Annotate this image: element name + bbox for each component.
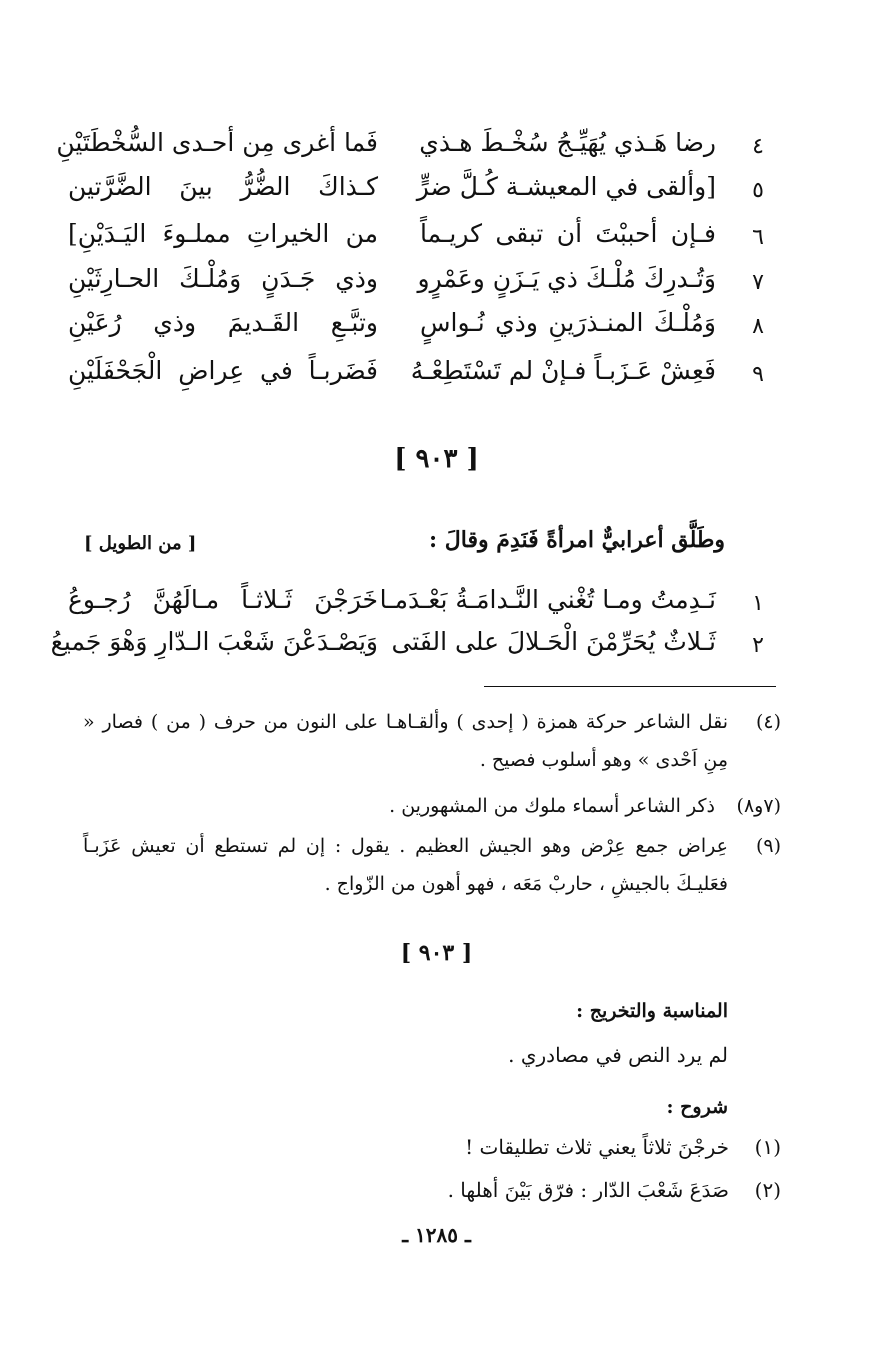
verse-number: ٥ <box>752 178 764 203</box>
footnote-text: نقل الشاعر حركة همزة ( إحدى ) وألقـاهـا على النون من حرف ( من ) فصار « مِنِ اَحْدى » وهو أسلوب فصيح . <box>83 711 728 771</box>
footnote-text: ذكر الشاعر أسماء ملوك من المشهورين . <box>389 795 715 817</box>
poem-verse <box>56 128 778 172</box>
poem-verse <box>68 308 778 352</box>
second-hemistich: خَرَجْنَ ثَـلاثـاً مـالَهُنَّ رُجـوعُ <box>68 585 378 614</box>
footnote-marker: (٧و٨) <box>736 795 781 817</box>
second-hemistich: وَيَصْـدَعْنَ شَعْبَ الـدّارِ وَهْوَ جَميعُ <box>50 627 378 656</box>
poem-introduction: وطَلَّق أعرابيٌّ امرأةً فَنَدِمَ وقالَ : <box>429 527 725 553</box>
first-hemistich: نَـدِمتُ ومـا تُغْني النَّـدامَـةُ بَعْـدَمـا <box>379 585 716 614</box>
poem-verse <box>50 627 778 671</box>
takhrij-text: لم يرد النص في مصادري . <box>508 1043 728 1067</box>
footnote <box>81 703 781 779</box>
poem-verse <box>68 219 778 263</box>
first-hemistich: [وألقى في المعيشـة كُـلَّ ضرٍّ <box>416 172 716 201</box>
poem-verse <box>68 585 778 629</box>
verse-number: ١ <box>752 591 764 616</box>
page-number: ـ ١٢٨٥ ـ <box>402 1223 471 1247</box>
first-hemistich: رضا هَـذي يُهَيِّـجُ سُخْـطَ هـذي <box>419 128 716 157</box>
poem-verse <box>68 172 778 216</box>
footnote-marker: (٤) <box>755 711 781 733</box>
first-hemistich: وَمُلْـكَ المنـذرَينِ وذي نُـواسٍ <box>420 308 716 337</box>
takhrij-label: المناسبة والتخريج : <box>576 1000 728 1022</box>
footnote-text: عِراض جمع عِرْض وهو الجيش العظيم . يقول : إن لم تستطع أن تعيش عَزَبـاً فعَليـكَ بالجيشِ ، حاربْ مَعَه ، فهو أهون من الزّواج . <box>83 835 728 895</box>
sharh-marker: (٢) <box>754 1178 781 1202</box>
verse-number: ٩ <box>752 362 764 387</box>
poem-verse <box>68 356 778 400</box>
second-hemistich: من الخيراتِ مملـوءَ اليَـدَيْنِ] <box>68 219 378 248</box>
sharh-marker: (١) <box>754 1135 781 1159</box>
verse-number: ٤ <box>752 134 764 159</box>
sharh-item <box>281 1178 781 1208</box>
first-hemistich: ثَـلاثٌ يُحَرِّمْنَ الْحَـلالَ على الفَتى <box>391 627 716 656</box>
second-hemistich: وتبَّـعِ القَـديمَ وذي رُعَيْنِ <box>68 308 378 337</box>
second-hemistich: فَما أغرى مِن أحـدى السُّخْطَتَيْنِ <box>56 128 378 157</box>
verse-number: ٦ <box>752 225 764 250</box>
sharh-text: خرجْنَ ثلاثاً يعني ثلاث تطليقات ! <box>465 1135 729 1159</box>
footnote-divider <box>484 686 776 687</box>
second-hemistich: وذي جَـدَنٍ وَمُلْـكَ الحـارِثَيْنِ <box>68 264 378 293</box>
footnote-marker: (٩) <box>755 835 781 857</box>
shuruh-label: شروح : <box>666 1096 728 1118</box>
second-hemistich: فَضَربـاً في عِراضِ الْجَحْفَلَيْنِ <box>68 356 378 385</box>
first-hemistich: فَعِشْ عَـزَبـاً فـإنْ لم تَسْتَطِعْـهُ <box>410 356 716 385</box>
verse-number: ٨ <box>752 314 764 339</box>
footnote <box>81 827 781 903</box>
first-hemistich: وَتُـدرِكَ مُلْـكَ ذي يَـزَنٍ وعَمْرٍو <box>417 264 716 293</box>
sharh-text: صَدَعَ شَعْبَ الدّار : فرّق بَيْنَ أهلها . <box>447 1178 729 1202</box>
poem-meter: [ من الطويل ] <box>84 533 197 554</box>
sharh-item <box>281 1135 781 1165</box>
footnote <box>81 787 781 825</box>
commentary-number-heading: [ ٩٠٣ ] <box>400 940 473 966</box>
second-hemistich: كـذاكَ الضُّرُّ بينَ الضَّرَّتين <box>68 172 378 201</box>
poem-verse <box>68 264 778 308</box>
verse-number: ٢ <box>752 633 764 658</box>
verse-number: ٧ <box>752 270 764 295</box>
poem-number-heading: [ ٩٠٣ ] <box>394 444 479 474</box>
first-hemistich: فـإن أحببْتَ أن تبقى كريـماً <box>420 219 716 248</box>
